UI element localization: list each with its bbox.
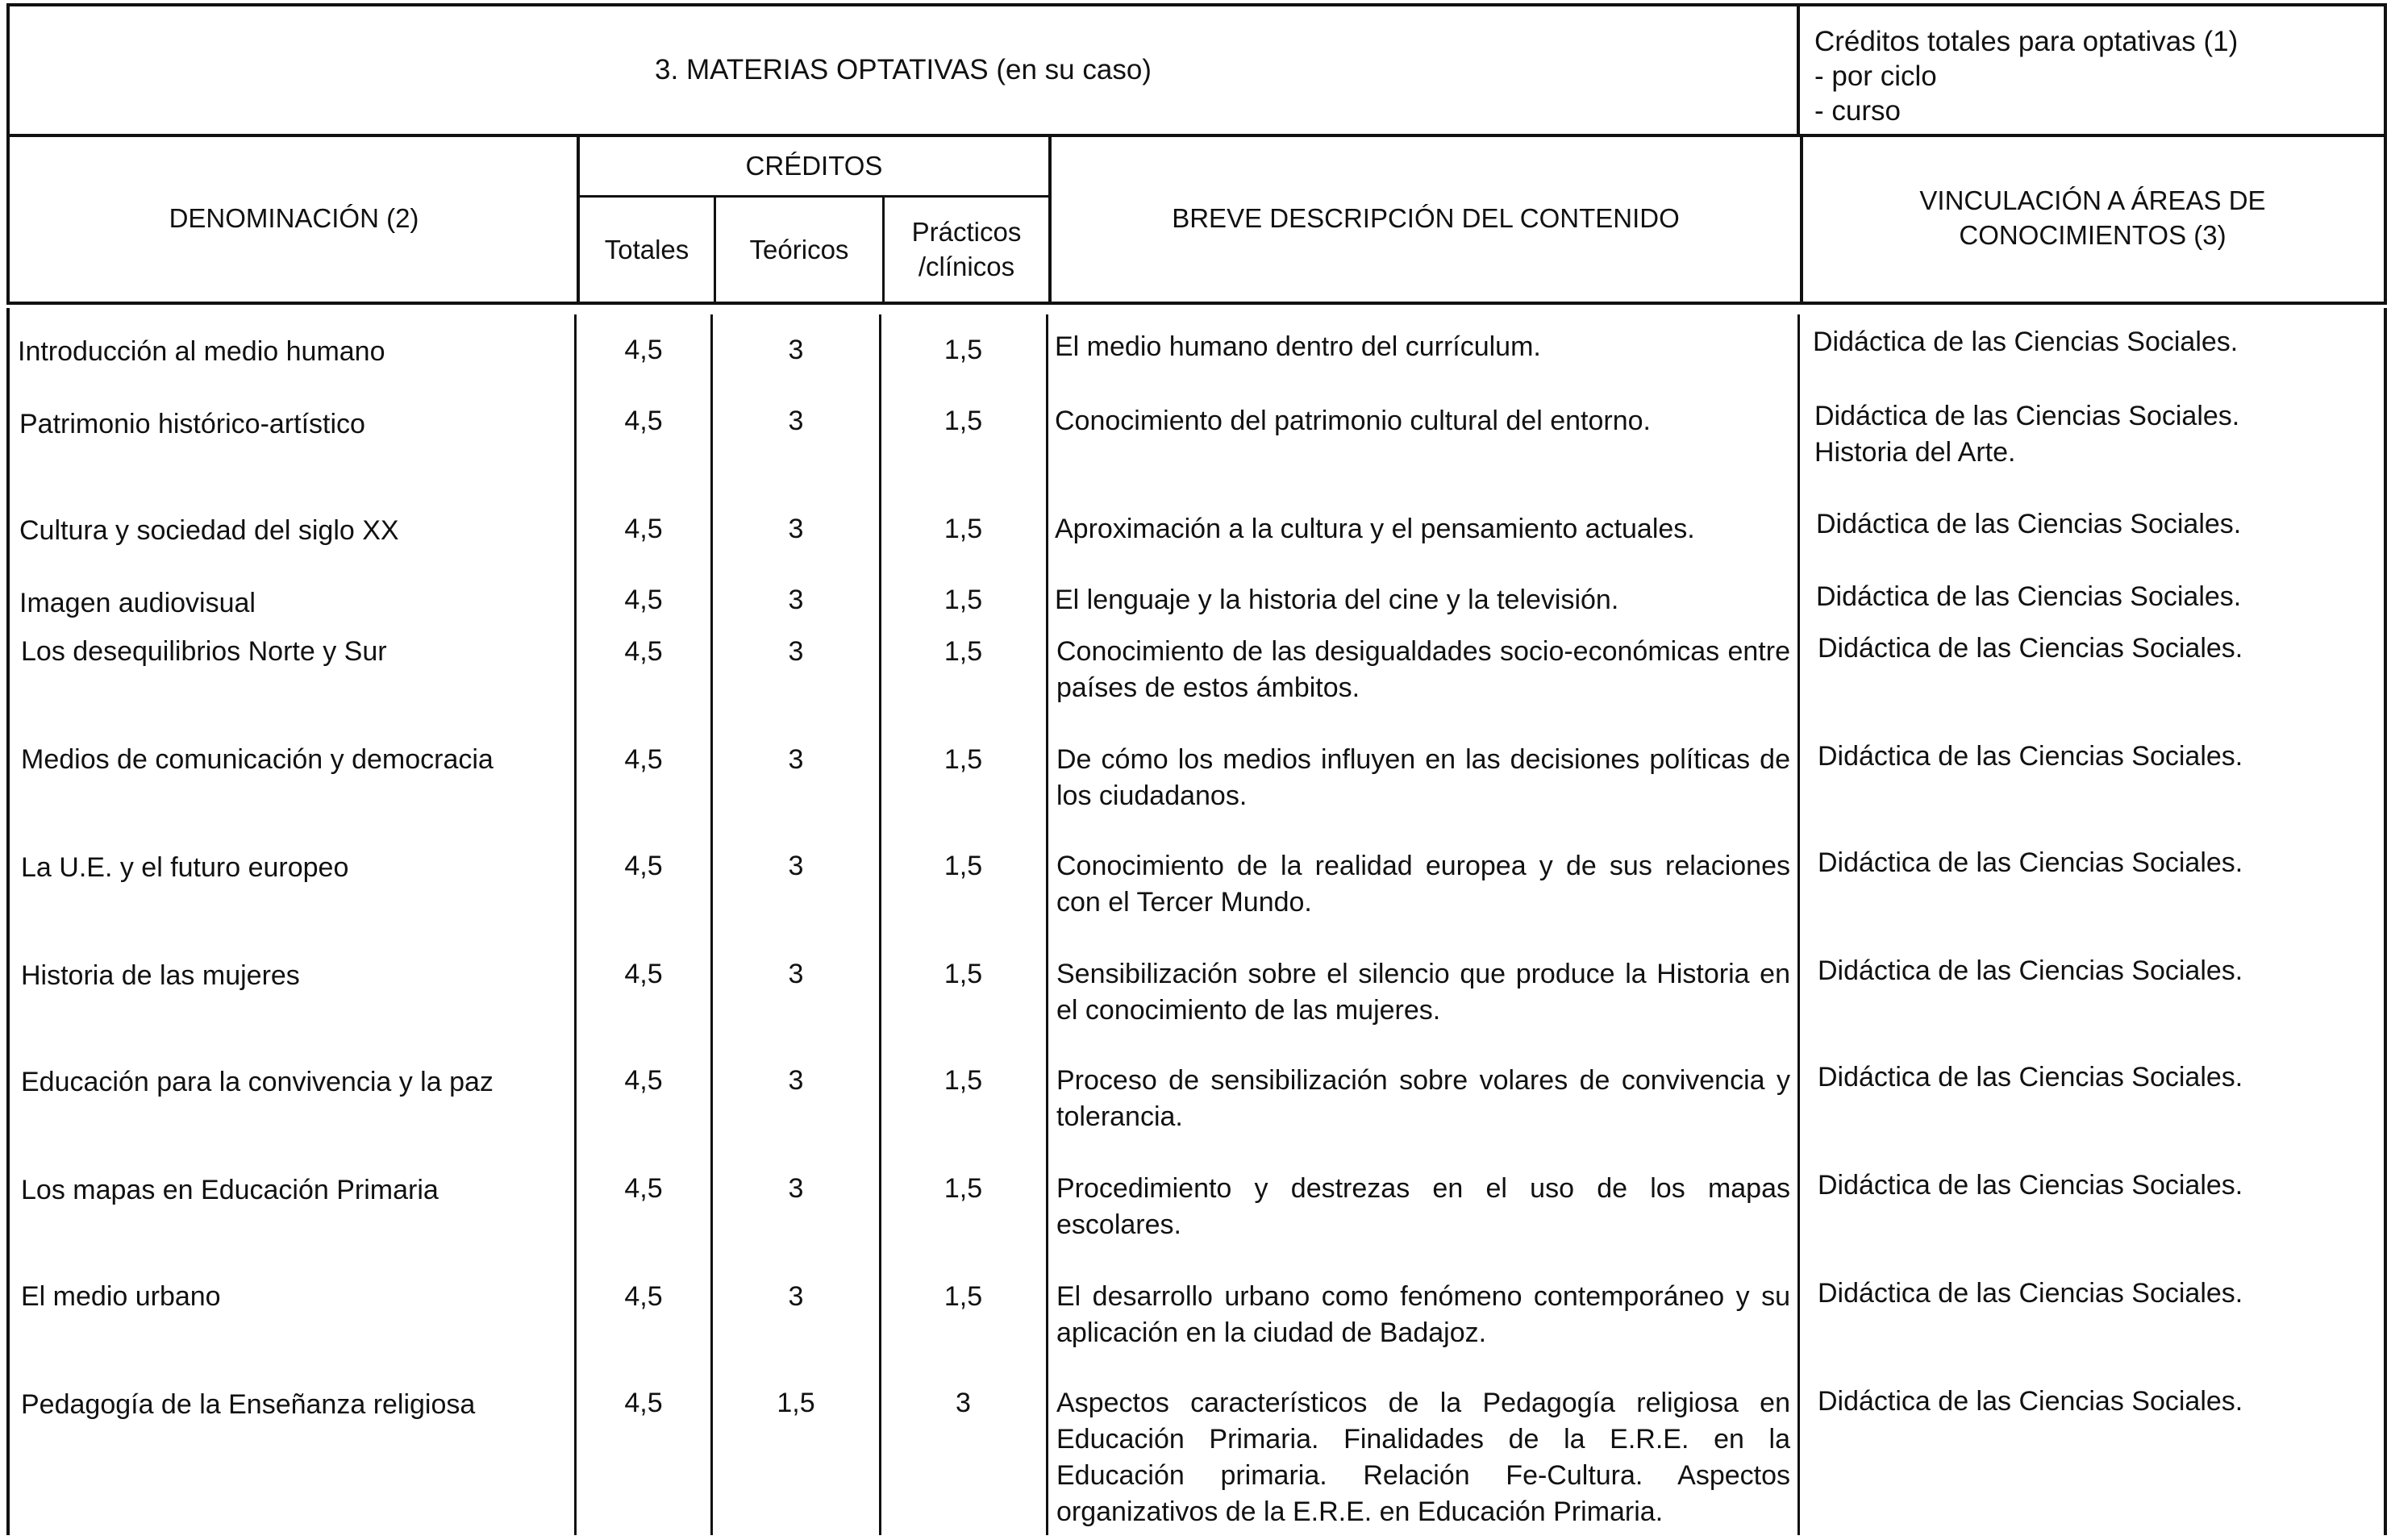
subject-name: Historia de las mujeres	[21, 960, 300, 991]
subject-name: Cultura y sociedad del siglo XX	[19, 515, 399, 546]
credits-theory: 3	[788, 406, 804, 436]
credits-theory: 3	[788, 335, 804, 365]
subject-name: La U.E. y el futuro europeo	[21, 852, 349, 883]
knowledge-area-line: Didáctica de las Ciencias Sociales.	[1814, 401, 2240, 431]
credits-total: 4,5	[624, 585, 663, 615]
credits-practice: 1,5	[943, 744, 983, 775]
knowledge-area: Didáctica de las Ciencias Sociales.	[1818, 1278, 2243, 1309]
header-denominacion: DENOMINACIÓN (2)	[169, 202, 419, 233]
document-sheet	[6, 3, 2387, 1535]
credits-theory: 3	[788, 1065, 804, 1096]
subject-name: El medio urbano	[21, 1281, 221, 1312]
credits-theory: 3	[788, 851, 804, 881]
credits-practice: 1,5	[943, 959, 983, 989]
knowledge-area: Didáctica de las Ciencias Sociales.	[1818, 955, 2243, 986]
header-divider	[578, 195, 1050, 198]
credits-theory: 3	[788, 1281, 804, 1312]
header-teoricos: Teóricos	[749, 234, 849, 264]
credits-practice: 1,5	[943, 1173, 983, 1204]
header-totales: Totales	[604, 234, 689, 264]
credits-practice: 1,5	[943, 585, 983, 615]
credits-practice: 1,5	[943, 1281, 983, 1312]
credits-practice: 1,5	[943, 406, 983, 436]
subject-name: Pedagogía de la Enseñanza religiosa	[21, 1389, 476, 1420]
content-description: Sensibilización sobre el silencio que produce la Historia en el conocimiento de las mujeres.	[1056, 959, 1790, 1026]
credits-theory: 3	[788, 959, 804, 989]
subject-name: Medios de comunicación y democracia	[21, 744, 494, 775]
credits-practice: 1,5	[943, 851, 983, 881]
knowledge-area: Didáctica de las Ciencias Sociales.	[1818, 1170, 2243, 1201]
content-description: De cómo los medios influyen en las decisiones políticas de los ciudadanos.	[1056, 744, 1790, 811]
knowledge-area: Didáctica de las Ciencias Sociales.	[1813, 327, 2239, 357]
per-course-label: - curso	[1814, 95, 1901, 127]
credits-total: 4,5	[624, 514, 663, 544]
credits-total: 4,5	[624, 744, 663, 775]
credits-theory: 1,5	[777, 1388, 815, 1418]
header-practicos: Prácticos /clínicos	[911, 217, 1022, 281]
content-description: El desarrollo urbano como fenómeno contemporáneo y su aplicación en la ciudad de Badajoz.	[1056, 1281, 1790, 1348]
content-description: Conocimiento de las desigualdades socio-económicas entre países de estos ámbitos.	[1056, 636, 1790, 703]
credits-theory: 3	[788, 636, 804, 667]
column-rule	[710, 314, 713, 1535]
credits-practice: 1,5	[943, 1065, 983, 1096]
title-row	[6, 3, 2387, 137]
credits-total: 4,5	[624, 636, 663, 667]
content-description: Conocimiento del patrimonio cultural del entorno.	[1055, 406, 1651, 436]
content-description: Aproximación a la cultura y el pensamiento actuales.	[1055, 514, 1695, 544]
credits-practice: 1,5	[943, 514, 983, 544]
header-divider	[882, 197, 885, 302]
credits-practice: 1,5	[943, 335, 983, 365]
content-description: El medio humano dentro del currículum.	[1055, 331, 1541, 362]
credits-theory: 3	[788, 1173, 804, 1204]
section-title: 3. MATERIAS OPTATIVAS (en su caso)	[655, 54, 1152, 85]
credits-total: 4,5	[624, 1065, 663, 1096]
column-rule	[6, 308, 10, 1535]
credits-total: 4,5	[624, 406, 663, 436]
column-rule	[1797, 314, 1800, 1535]
knowledge-area	[1814, 398, 2379, 471]
knowledge-area: Didáctica de las Ciencias Sociales.	[1816, 509, 2242, 539]
header-vinculacion: VINCULACIÓN A ÁREAS DE CONOCIMIENTOS (3)	[1919, 185, 2266, 250]
credits-total: 4,5	[624, 959, 663, 989]
subject-name: Los desequilibrios Norte y Sur	[21, 636, 387, 667]
optional-credits-label: Créditos totales para optativas (1)	[1814, 26, 2239, 57]
content-description: El lenguaje y la historia del cine y la televisión.	[1055, 585, 1619, 615]
content-description: Conocimiento de la realidad europea y de sus relaciones con el Tercer Mundo.	[1056, 851, 1790, 918]
knowledge-area: Didáctica de las Ciencias Sociales.	[1818, 1386, 2243, 1417]
credits-theory: 3	[788, 744, 804, 775]
column-rule	[1046, 314, 1048, 1535]
credits-total: 4,5	[624, 335, 663, 365]
credits-practice: 1,5	[943, 636, 983, 667]
column-rule	[574, 314, 577, 1535]
header-divider	[714, 197, 716, 302]
per-cycle-label: - por ciclo	[1814, 60, 1937, 92]
subject-name: Los mapas en Educación Primaria	[21, 1175, 439, 1205]
knowledge-area: Didáctica de las Ciencias Sociales.	[1818, 847, 2243, 878]
subject-name: Patrimonio histórico-artístico	[19, 409, 365, 439]
knowledge-area: Didáctica de las Ciencias Sociales.	[1816, 581, 2242, 612]
content-description: Procedimiento y destrezas en el uso de los mapas escolares.	[1056, 1173, 1790, 1240]
credits-theory: 3	[788, 585, 804, 615]
header-creditos: CRÉDITOS	[745, 150, 883, 181]
optional-credits-box	[1797, 6, 2384, 134]
credits-total: 4,5	[624, 851, 663, 881]
knowledge-area-line: Historia del Arte.	[1814, 437, 2016, 468]
column-rule	[879, 314, 881, 1535]
column-rule	[2384, 308, 2387, 1535]
table-body	[6, 308, 2387, 1535]
header-divider	[1048, 134, 1052, 302]
knowledge-area: Didáctica de las Ciencias Sociales.	[1818, 741, 2243, 772]
subject-name: Imagen audiovisual	[19, 588, 256, 618]
knowledge-area: Didáctica de las Ciencias Sociales.	[1818, 633, 2243, 664]
table-header	[6, 134, 2387, 305]
header-divider	[577, 134, 580, 302]
credits-total: 4,5	[624, 1173, 663, 1204]
header-divider	[1800, 134, 1803, 302]
content-description: Proceso de sensibilización sobre volares de convivencia y tolerancia.	[1056, 1065, 1790, 1132]
subject-name: Educación para la convivencia y la paz	[21, 1067, 494, 1097]
credits-theory: 3	[788, 514, 804, 544]
content-description: Aspectos característicos de la Pedagogía religiosa en Educación Primaria. Finalidades de la E.R.E. en la Educación primaria. Relación Fe-Cultura. Aspectos organizativos de la E.R.E. en Educación Primaria.	[1056, 1388, 1790, 1527]
credits-total: 4,5	[624, 1281, 663, 1312]
subject-name: Introducción al medio humano	[18, 336, 385, 367]
knowledge-area: Didáctica de las Ciencias Sociales.	[1818, 1062, 2243, 1093]
credits-total: 4,5	[624, 1388, 663, 1418]
header-descripcion: BREVE DESCRIPCIÓN DEL CONTENIDO	[1172, 202, 1680, 233]
credits-practice: 3	[956, 1388, 971, 1418]
